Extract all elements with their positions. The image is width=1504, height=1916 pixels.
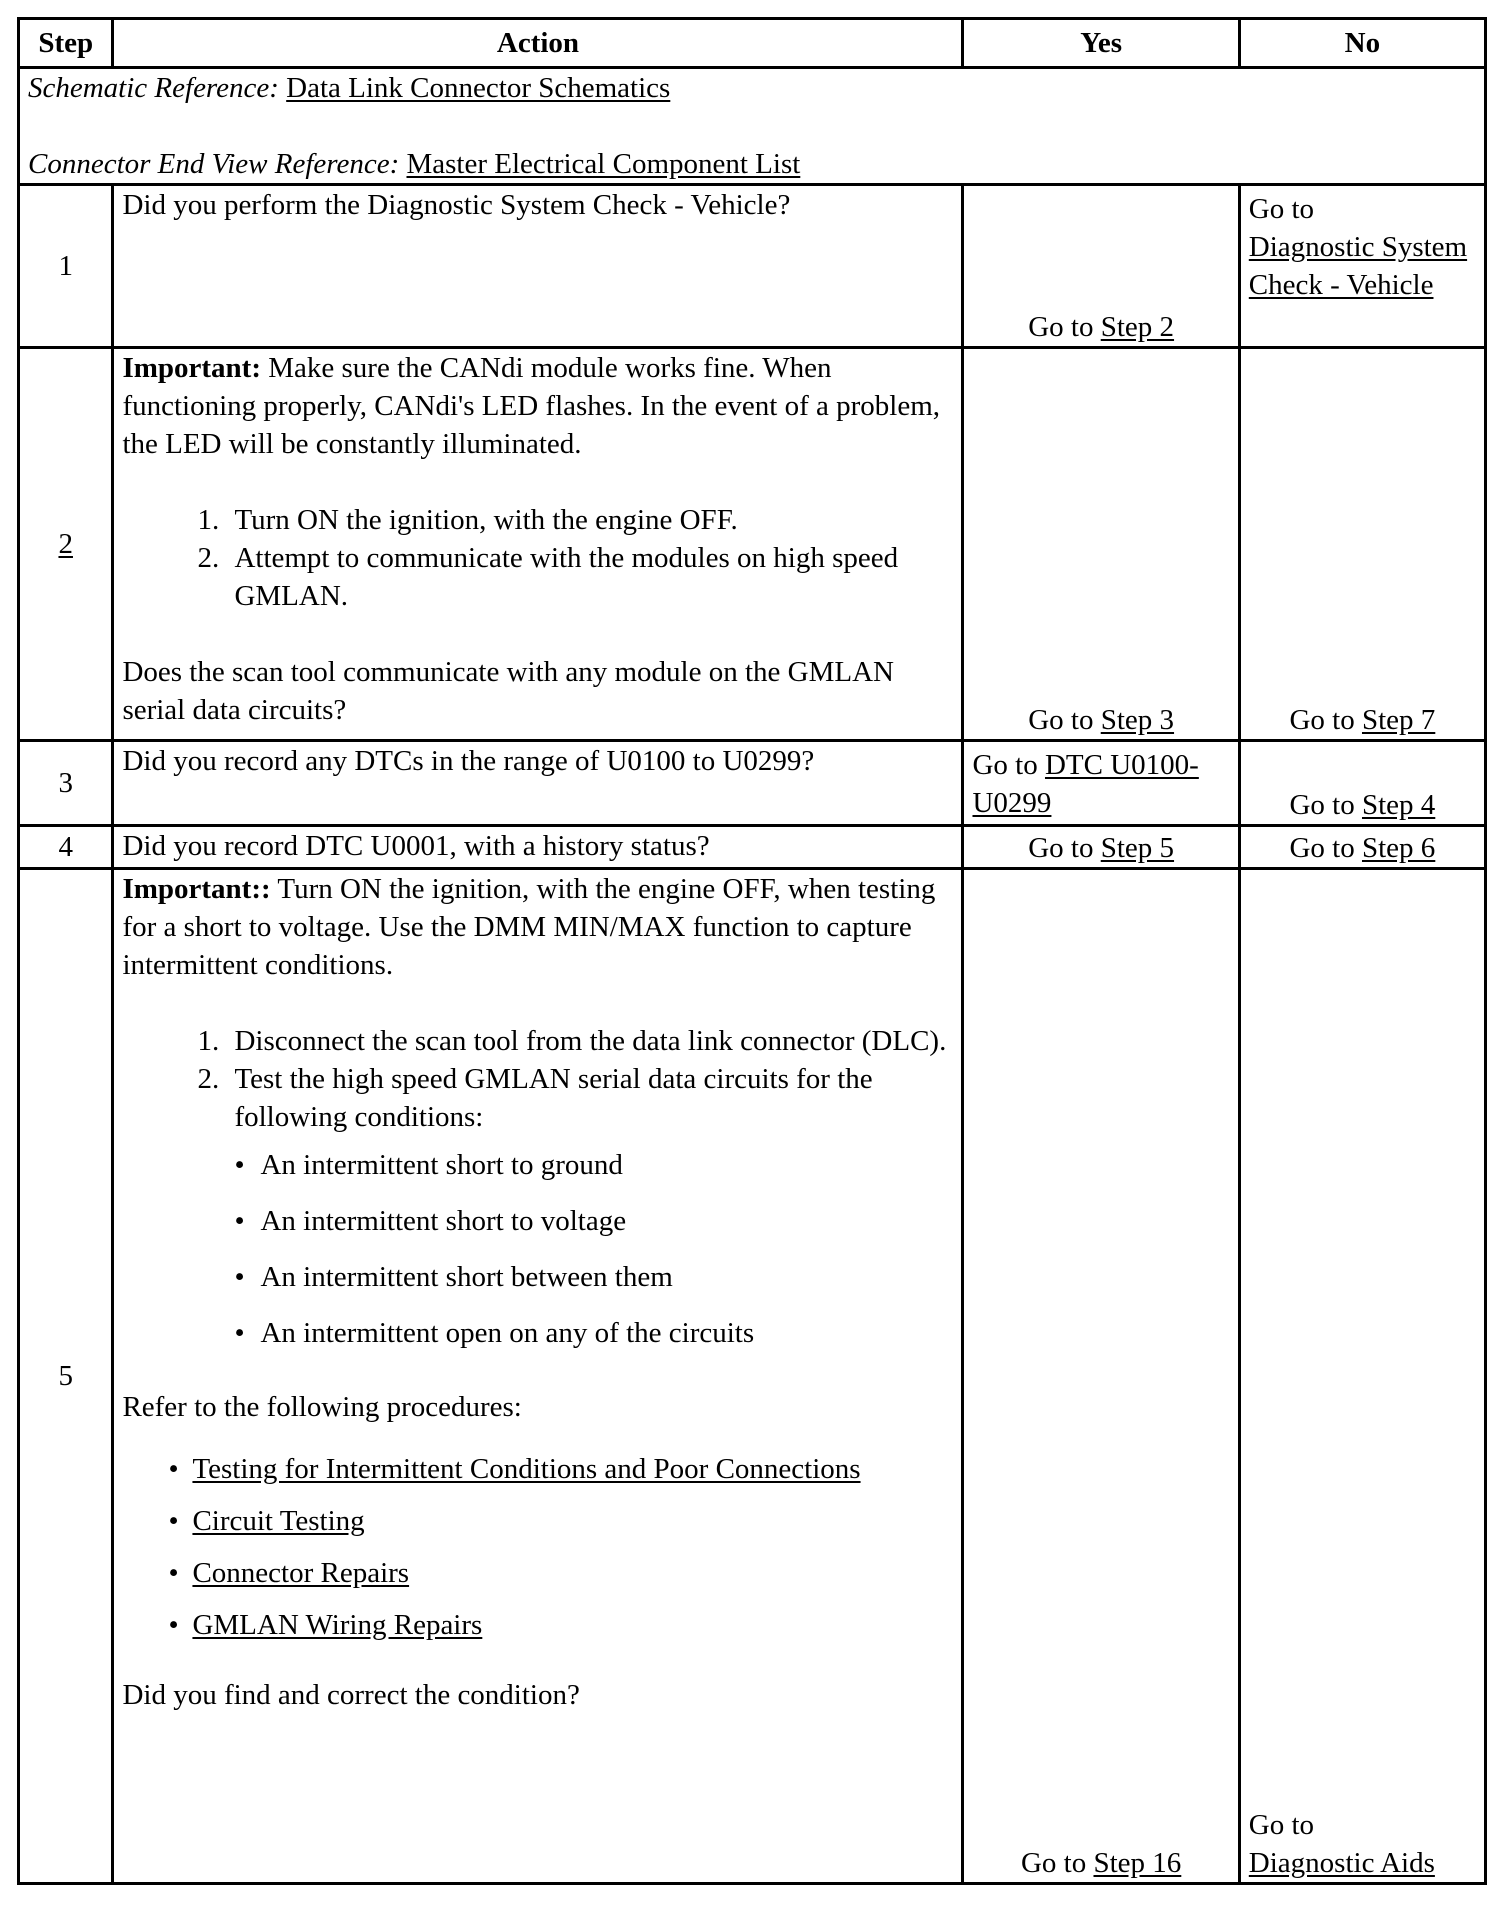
table-row [19,741,1486,826]
yes-cell [963,185,1239,348]
yes-cell [963,869,1239,1884]
connector-reference-label: Connector End View Reference: [28,148,400,180]
yes-prefix: Go to [1028,832,1094,864]
diagnostic-table [17,17,1487,1885]
table-row [19,826,1486,869]
no-link[interactable]: Step 4 [1361,789,1436,821]
no-cell [1239,741,1485,826]
header-yes: Yes [963,19,1239,68]
important-text: Turn ON the ignition, with the engine OFF, when testing for a short to voltage. Use the DMM MIN/MAX function to capture intermittent conditions. [122,873,936,981]
action-question: Does the scan tool communicate with any module on the GMLAN serial data circuits? [122,656,894,726]
no-cell [1239,869,1485,1884]
action-question: Did you find and correct the condition? [122,1679,580,1711]
action-question: Did you perform the Diagnostic System Check - Vehicle? [122,189,791,221]
yes-link[interactable]: Step 5 [1100,832,1175,864]
no-link[interactable]: Diagnostic Aids [1248,1847,1435,1879]
schematic-reference [28,69,1476,107]
table-row [19,348,1486,741]
yes-prefix: Go to [1028,311,1094,343]
step-number: 4 [19,826,113,869]
important-text: Make sure the CANdi module works fine. When functioning properly, CANdi's LED flashes. In the event of a problem, the LED will be constantly illuminated. [122,352,941,460]
connector-reference [28,145,1476,183]
schematic-reference-link[interactable]: Data Link Connector Schematics [286,72,671,104]
procedure-link[interactable]: Connector Repairs [192,1557,410,1589]
diagnostic-document [17,17,1487,1899]
step-number: 5 [19,869,113,1884]
refer-text: Refer to the following procedures: [122,1391,522,1423]
condition-item: • An intermittent short to voltage [260,1202,953,1240]
step-number: 1 [19,185,113,348]
procedure-link-item [192,1554,953,1592]
procedure-steps [122,501,953,615]
action-cell [113,185,963,348]
procedure-step: 1. Disconnect the scan tool from the data link connector (DLC). [226,1022,953,1060]
no-link[interactable]: Step 6 [1361,832,1436,864]
action-cell [113,348,963,741]
schematic-reference-label: Schematic Reference: [28,72,279,104]
condition-item: • An intermittent short between them [260,1258,953,1296]
step-number [19,348,113,741]
condition-item: • An intermittent short to ground [260,1146,953,1184]
reference-cell [19,68,1486,185]
yes-cell [963,348,1239,741]
procedure-link-list [122,1450,953,1644]
procedure-step [226,1060,953,1136]
no-prefix: Go to [1289,789,1355,821]
procedure-link[interactable]: Circuit Testing [192,1505,365,1537]
no-cell [1239,826,1485,869]
yes-link[interactable]: DTC U0100-U0299 [972,749,1199,819]
condition-item: • An intermittent open on any of the circuits [260,1314,953,1352]
header-step: Step [19,19,113,68]
yes-link[interactable]: Step 3 [1100,704,1175,736]
table-row [19,185,1486,348]
action-cell [113,869,963,1884]
yes-cell [963,741,1239,826]
procedure-step: 1. Turn ON the ignition, with the engine OFF. [226,501,953,539]
procedure-steps [122,1022,953,1136]
yes-prefix: Go to [1020,1847,1087,1879]
connector-reference-link[interactable]: Master Electrical Component List [406,148,801,180]
procedure-link[interactable]: Testing for Intermittent Conditions and Poor Connections [192,1453,861,1485]
action-cell [113,741,963,826]
no-cell [1239,348,1485,741]
yes-link[interactable]: Step 2 [1100,311,1175,343]
reference-row [19,68,1486,185]
procedure-link-item [192,1606,953,1644]
condition-list [122,1146,953,1352]
important-note [122,349,953,463]
important-label: Important: [122,352,261,384]
action-question: Did you record DTC U0001, with a history status? [122,830,710,862]
procedure-step: 2. Attempt to communicate with the modules on high speed GMLAN. [226,539,953,615]
no-link[interactable]: Diagnostic System Check - Vehicle [1248,231,1468,301]
procedure-link-item [192,1450,953,1488]
important-label: Important:: [122,873,271,905]
procedure-step-text: Test the high speed GMLAN serial data circuits for the following conditions: [234,1063,873,1133]
table-row [19,869,1486,1884]
yes-prefix: Go to [1028,704,1094,736]
no-cell [1239,185,1485,348]
procedure-link[interactable]: GMLAN Wiring Repairs [192,1609,483,1641]
no-link[interactable]: Step 7 [1361,704,1436,736]
yes-prefix: Go to [972,749,1038,781]
step-link[interactable]: 2 [58,528,73,560]
step-number: 3 [19,741,113,826]
no-prefix: Go to [1289,704,1355,736]
procedure-link-item [192,1502,953,1540]
no-prefix: Go to [1289,832,1355,864]
yes-link[interactable]: Step 16 [1093,1847,1182,1879]
action-cell [113,826,963,869]
header-no: No [1239,19,1485,68]
important-note [122,870,953,984]
no-prefix: Go to [1248,1809,1315,1841]
yes-cell [963,826,1239,869]
no-prefix: Go to [1248,193,1315,225]
action-question: Did you record any DTCs in the range of U0100 to U0299? [122,745,815,777]
header-action: Action [113,19,963,68]
header-row [19,19,1486,68]
